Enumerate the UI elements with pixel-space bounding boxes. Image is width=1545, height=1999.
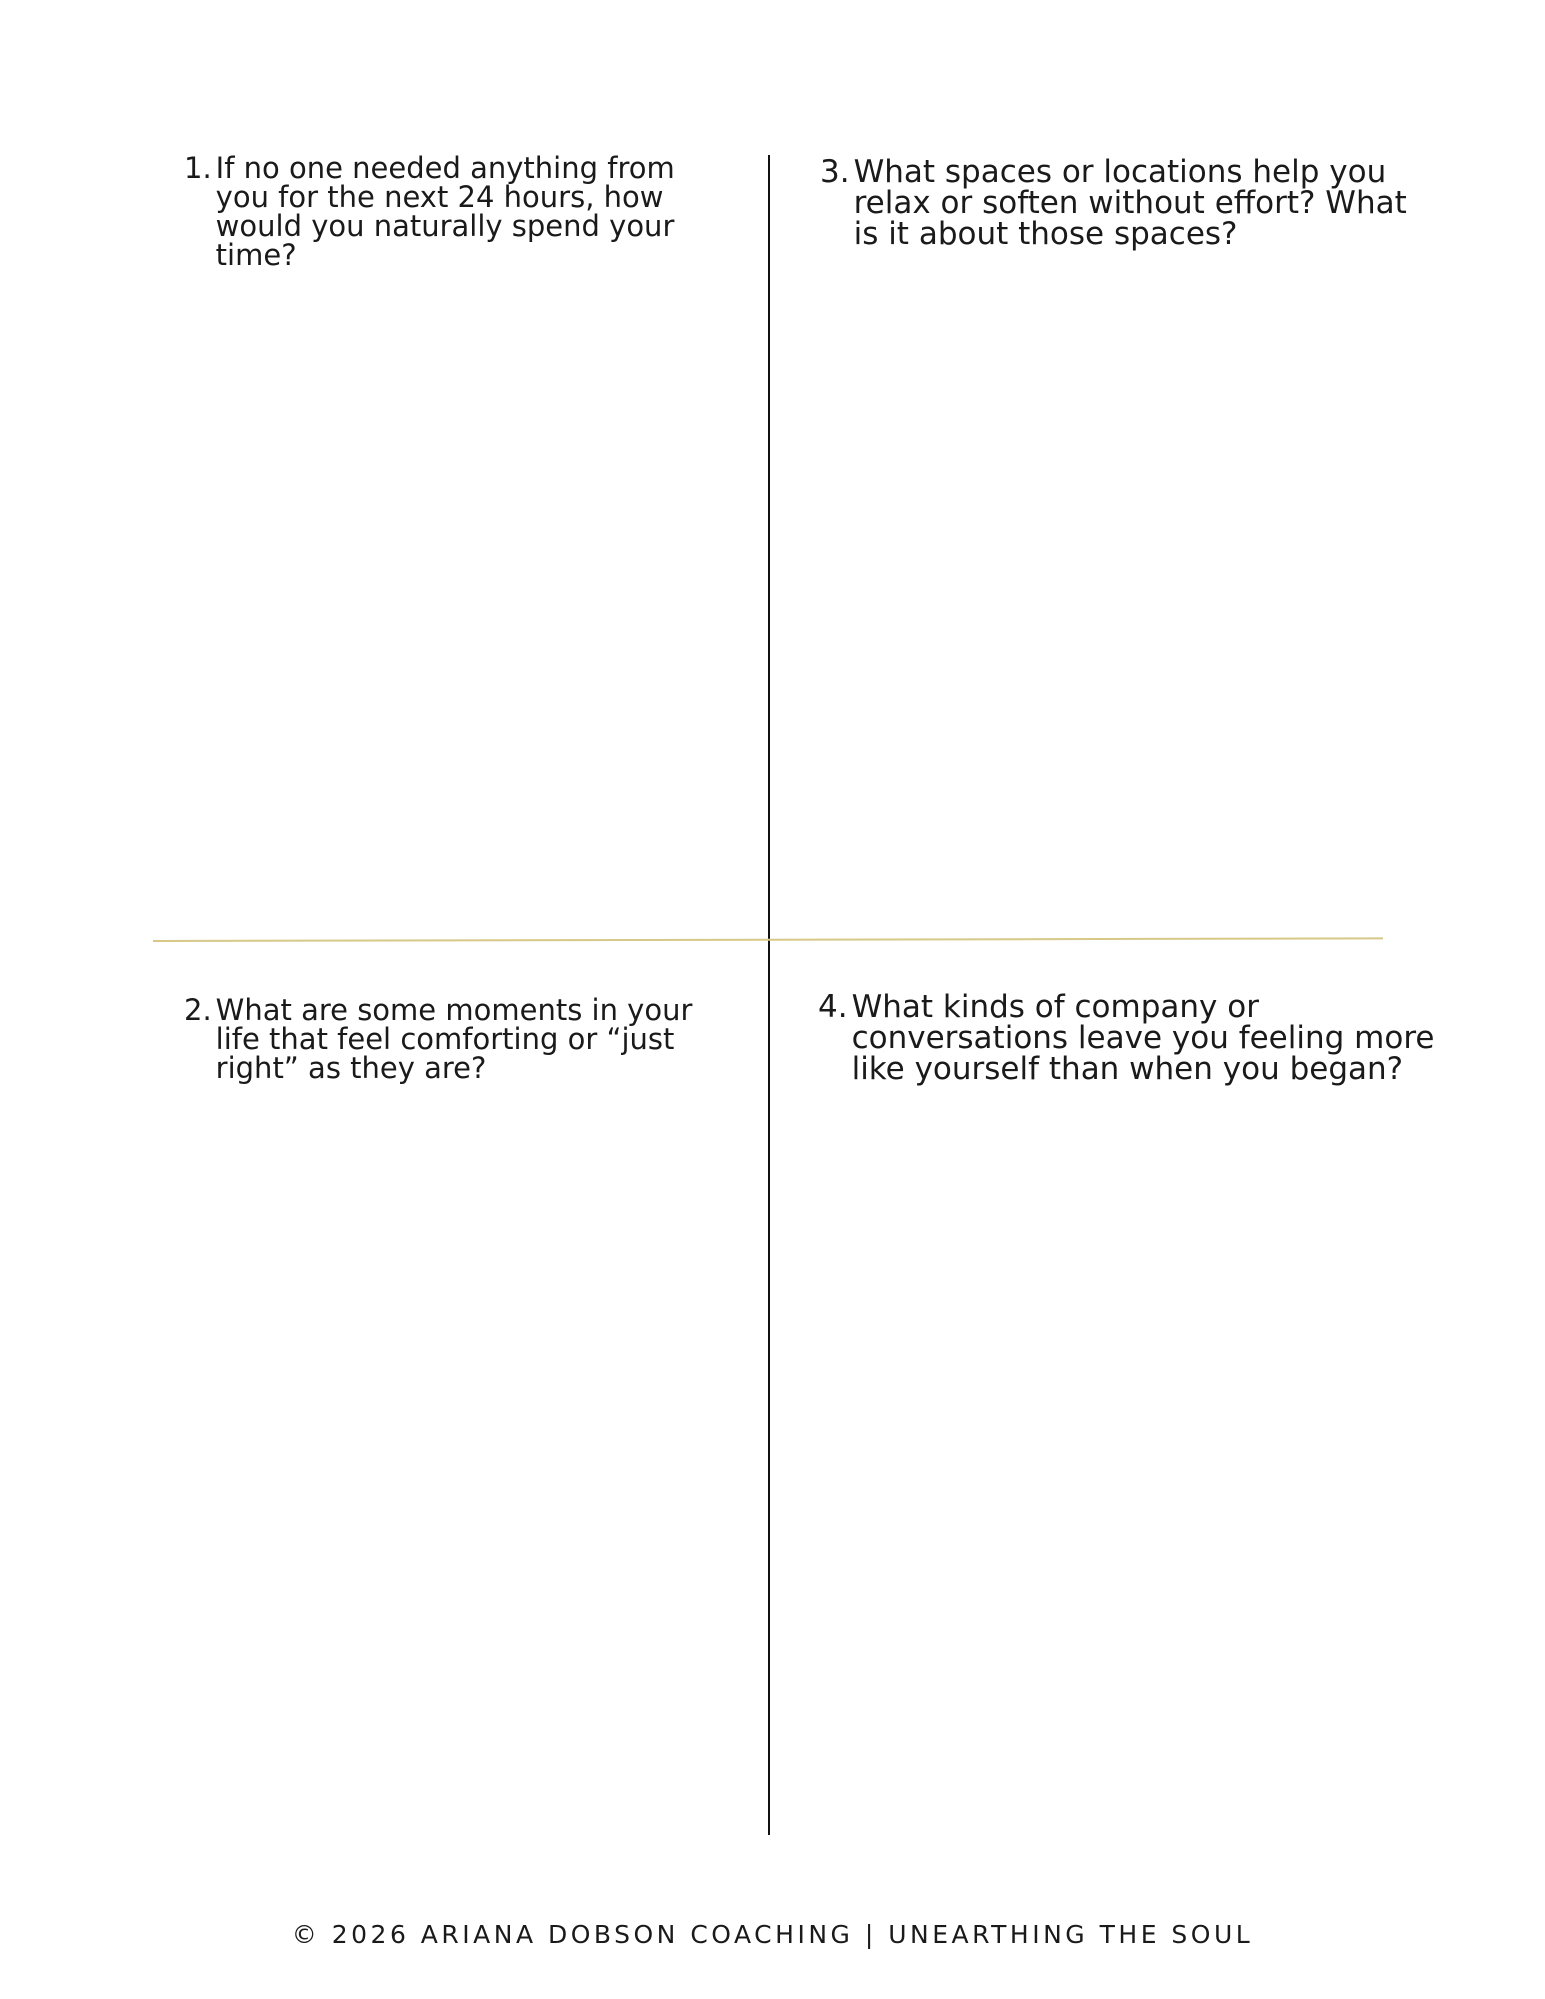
question-4 bbox=[818, 989, 1438, 1087]
question-text: What are some moments in your life that feel comforting or “just right” as they are? bbox=[215, 993, 693, 1085]
question-number: 2. bbox=[184, 993, 212, 1027]
question-text: What spaces or locations help you relax or soften without effort? What is it about those spaces? bbox=[853, 154, 1407, 252]
question-1 bbox=[184, 151, 724, 272]
question-number: 3. bbox=[820, 154, 850, 190]
vertical-divider bbox=[768, 155, 770, 1835]
copyright-footer: © 2026 ARIANA DOBSON COACHING | UNEARTHING THE SOUL bbox=[291, 1920, 1254, 1949]
question-2 bbox=[184, 993, 724, 1085]
question-text: What kinds of company or conversations leave you feeling more like yourself than when you began? bbox=[851, 989, 1435, 1087]
question-number: 4. bbox=[818, 989, 848, 1025]
question-number: 1. bbox=[184, 151, 212, 185]
question-text: If no one needed anything from you for the next 24 hours, how would you naturally spend your time? bbox=[215, 151, 675, 272]
question-3 bbox=[820, 154, 1440, 252]
